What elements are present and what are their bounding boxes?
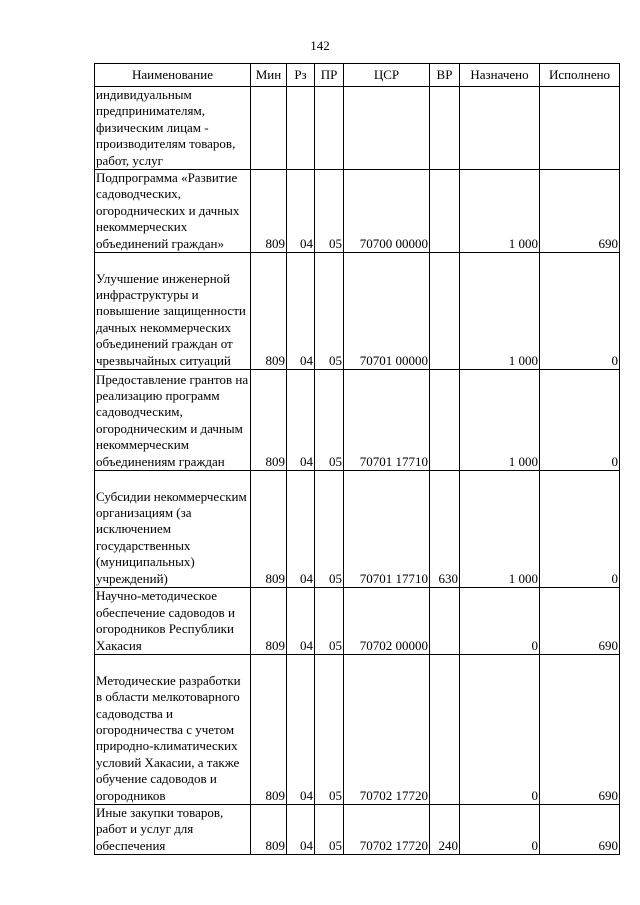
table-header-row <box>95 64 620 87</box>
row-csr: 70702 17720 <box>344 805 430 855</box>
header-pr: ПР <box>315 64 344 87</box>
row-csr: 70701 17710 <box>344 370 430 471</box>
row-pr: 05 <box>315 370 344 471</box>
row-ispolneno: 0 <box>540 253 620 370</box>
row-ispolneno: 690 <box>540 655 620 805</box>
row-name: Улучшение инженерной инфраструктуры и повышение защищенности дачных некоммерческих объединений граждан от чрезвычайных ситуаций <box>95 253 251 370</box>
row-min: 809 <box>251 253 287 370</box>
row-naznacheno <box>460 87 540 170</box>
row-pr: 05 <box>315 170 344 253</box>
header-csr: ЦСР <box>344 64 430 87</box>
row-ispolneno: 690 <box>540 170 620 253</box>
table-row <box>95 655 620 805</box>
row-pr: 05 <box>315 655 344 805</box>
row-rz: 04 <box>287 805 315 855</box>
header-min: Мин <box>251 64 287 87</box>
row-rz: 04 <box>287 170 315 253</box>
row-pr: 05 <box>315 805 344 855</box>
table-row <box>95 805 620 855</box>
header-ispolneno: Исполнено <box>540 64 620 87</box>
row-csr: 70701 00000 <box>344 253 430 370</box>
row-vr <box>430 87 460 170</box>
row-naznacheno: 1 000 <box>460 170 540 253</box>
budget-table <box>94 63 620 855</box>
row-ispolneno: 0 <box>540 471 620 588</box>
row-min: 809 <box>251 588 287 655</box>
row-rz: 04 <box>287 253 315 370</box>
row-naznacheno: 0 <box>460 655 540 805</box>
row-rz <box>287 87 315 170</box>
row-rz: 04 <box>287 370 315 471</box>
row-min: 809 <box>251 170 287 253</box>
row-min <box>251 87 287 170</box>
row-vr <box>430 170 460 253</box>
row-min: 809 <box>251 370 287 471</box>
row-rz: 04 <box>287 471 315 588</box>
row-ispolneno: 0 <box>540 370 620 471</box>
row-csr: 70700 00000 <box>344 170 430 253</box>
header-vr: ВР <box>430 64 460 87</box>
row-vr <box>430 253 460 370</box>
table-row <box>95 588 620 655</box>
row-csr: 70702 17720 <box>344 655 430 805</box>
row-naznacheno: 1 000 <box>460 253 540 370</box>
row-naznacheno: 1 000 <box>460 471 540 588</box>
row-csr: 70702 00000 <box>344 588 430 655</box>
row-pr: 05 <box>315 471 344 588</box>
table-row <box>95 253 620 370</box>
header-name: Наименование <box>95 64 251 87</box>
row-min: 809 <box>251 471 287 588</box>
row-name: индивидуальным предпринимателям, физическим лицам - производителям товаров, работ, услуг <box>95 87 251 170</box>
table-row <box>95 87 620 170</box>
row-rz: 04 <box>287 588 315 655</box>
row-pr: 05 <box>315 253 344 370</box>
table-row <box>95 170 620 253</box>
row-name: Подпрограмма «Развитие садоводческих, огороднических и дачных некоммерческих объединений граждан» <box>95 170 251 253</box>
row-vr: 630 <box>430 471 460 588</box>
row-naznacheno: 1 000 <box>460 370 540 471</box>
row-vr <box>430 655 460 805</box>
row-vr <box>430 588 460 655</box>
row-csr <box>344 87 430 170</box>
header-naznacheno: Назначено <box>460 64 540 87</box>
header-rz: Рз <box>287 64 315 87</box>
row-rz: 04 <box>287 655 315 805</box>
row-vr: 240 <box>430 805 460 855</box>
table-row <box>95 471 620 588</box>
row-name: Методические разработки в области мелкотоварного садоводства и огородничества с учетом природно-климатических условий Хакасии, а также обучение садоводов и огородников <box>95 655 251 805</box>
row-pr: 05 <box>315 588 344 655</box>
row-ispolneno: 690 <box>540 805 620 855</box>
row-name: Иные закупки товаров, работ и услуг для обеспечения <box>95 805 251 855</box>
row-name: Научно-методическое обеспечение садоводов и огородников Республики Хакасия <box>95 588 251 655</box>
row-ispolneno: 690 <box>540 588 620 655</box>
page-number: 142 <box>310 38 330 53</box>
row-vr <box>430 370 460 471</box>
row-min: 809 <box>251 655 287 805</box>
row-naznacheno: 0 <box>460 805 540 855</box>
row-pr <box>315 87 344 170</box>
row-min: 809 <box>251 805 287 855</box>
row-csr: 70701 17710 <box>344 471 430 588</box>
row-ispolneno <box>540 87 620 170</box>
table-row <box>95 370 620 471</box>
row-naznacheno: 0 <box>460 588 540 655</box>
row-name: Субсидии некоммерческим организациям (за исключением государственных (муниципальных) учреждений) <box>95 471 251 588</box>
row-name: Предоставление грантов на реализацию программ садоводческим, огородническим и дачным некоммерческим объединениям граждан <box>95 370 251 471</box>
